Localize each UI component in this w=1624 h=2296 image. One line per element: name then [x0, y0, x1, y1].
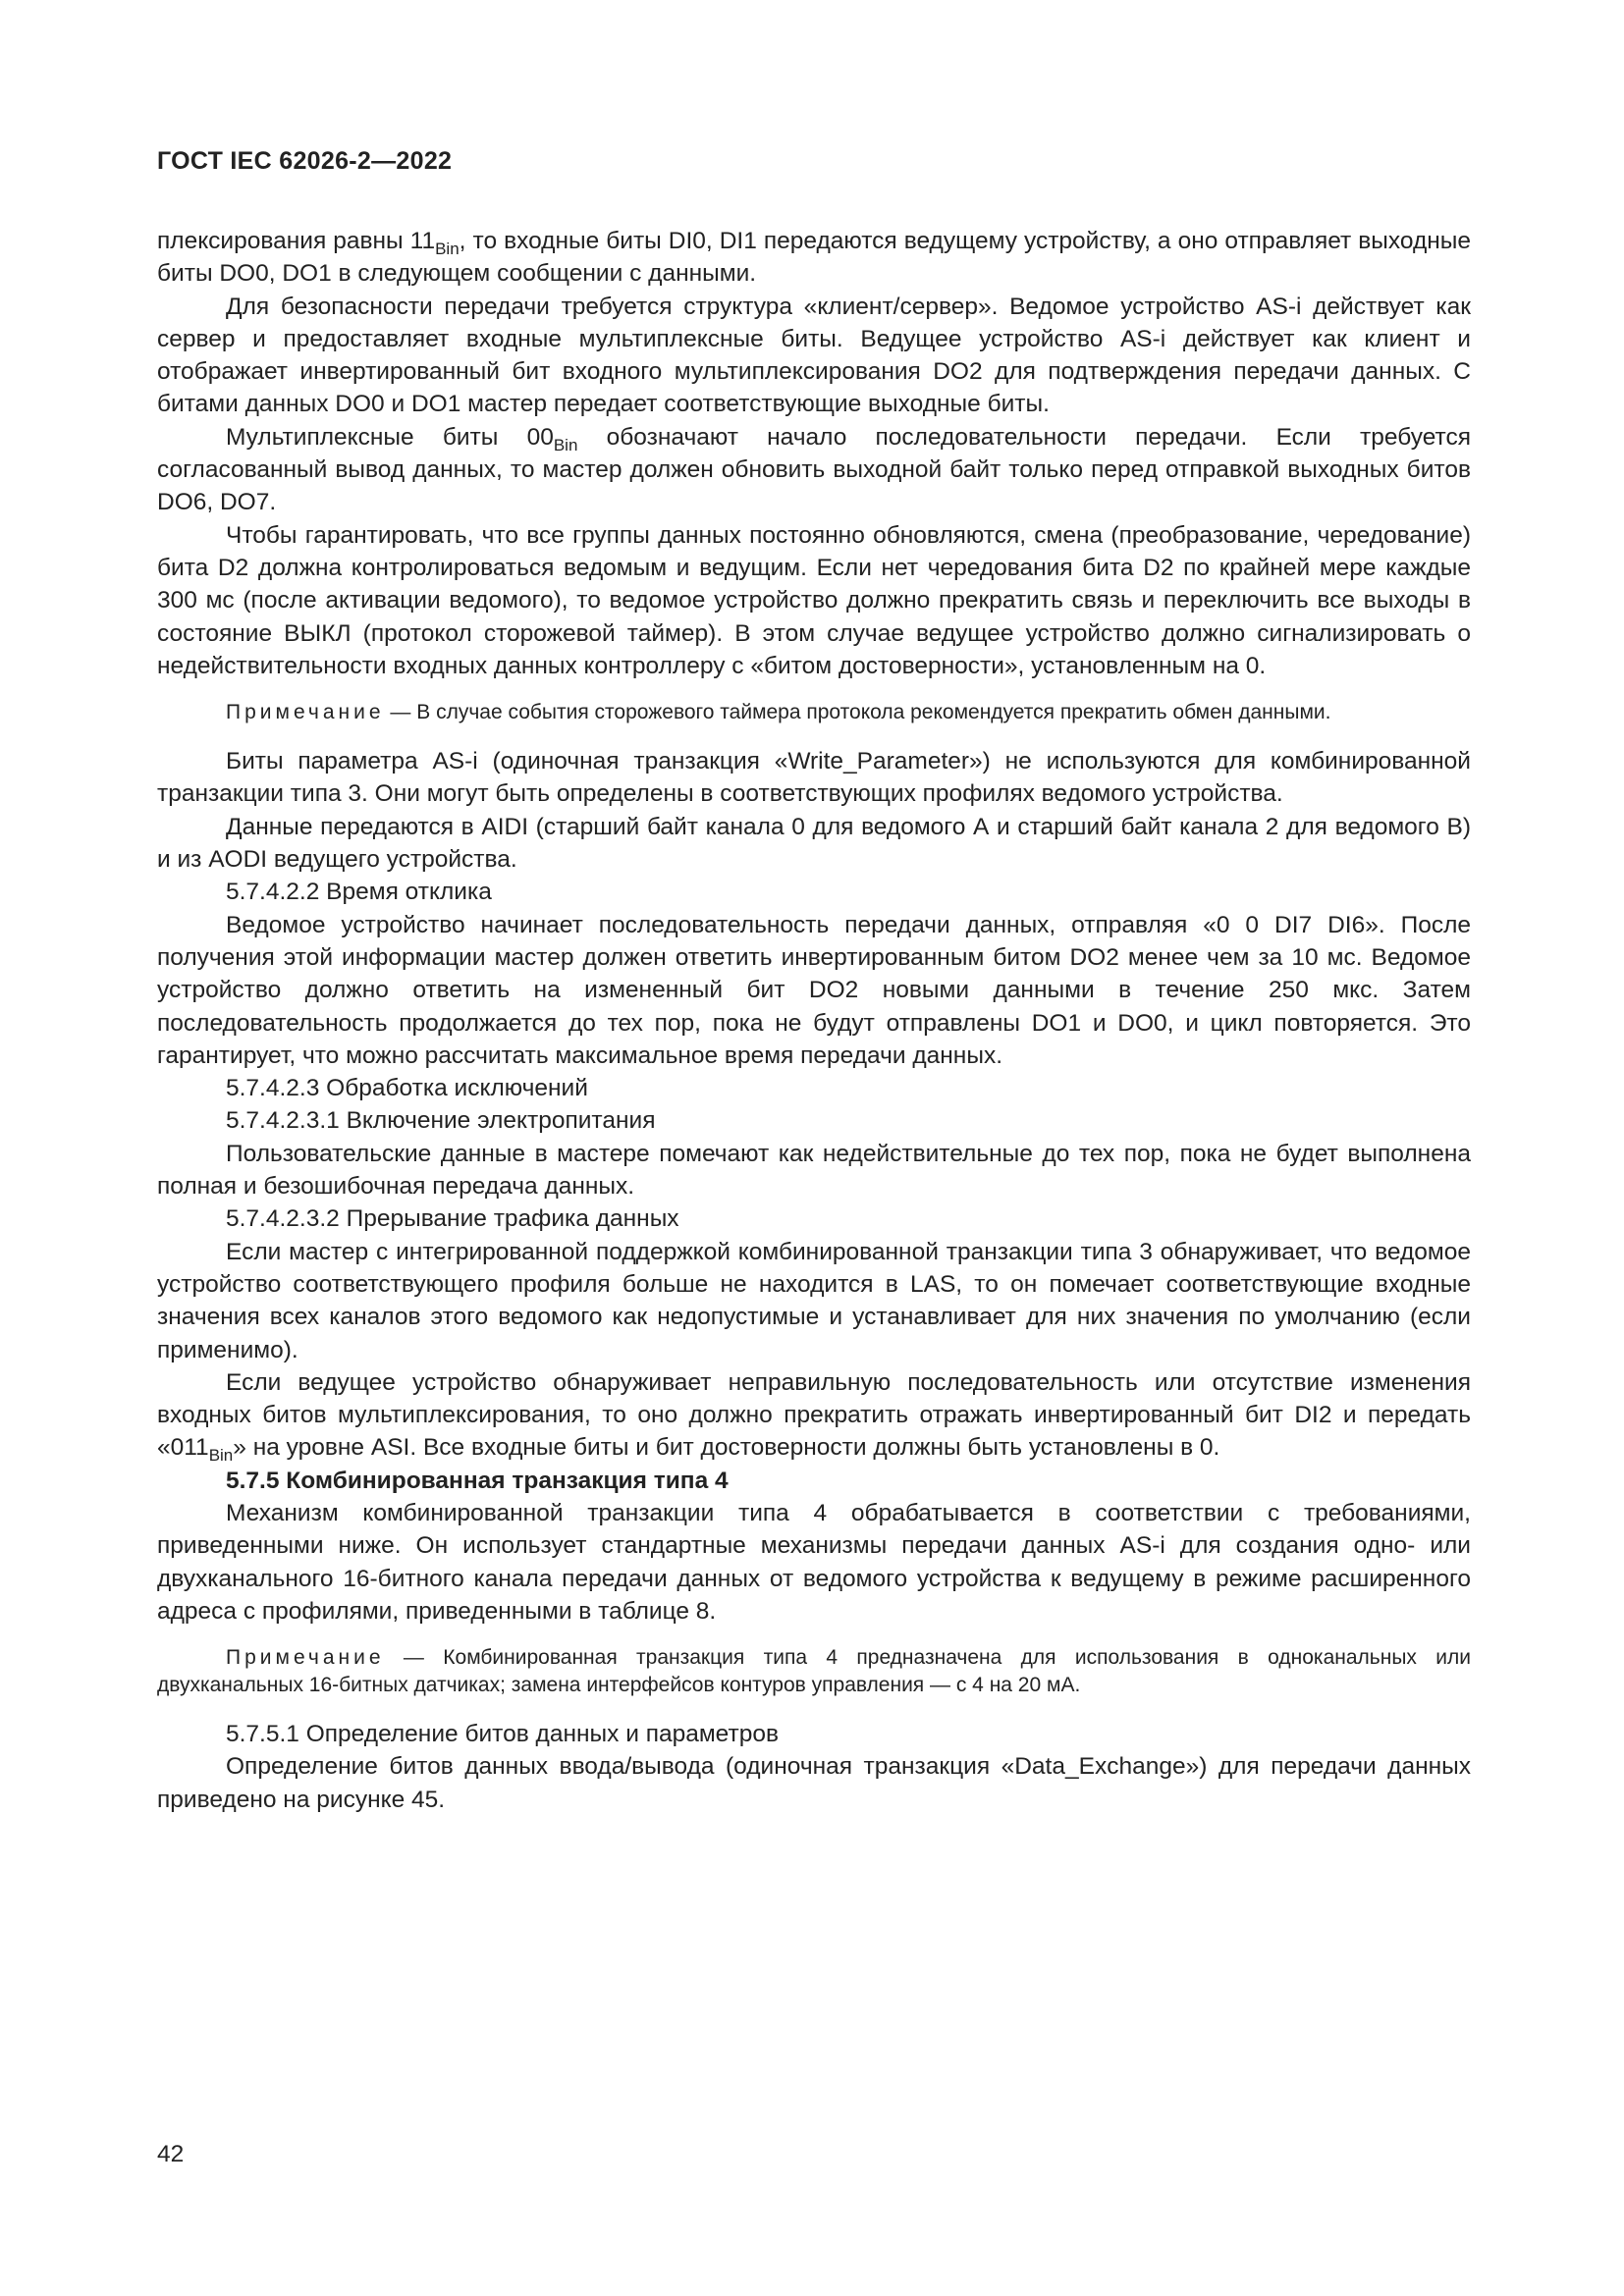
paragraph: Ведомое устройство начинает последовательность передачи данных, отправляя «0 0 DI7 DI6». После получения этой информации мастер должен ответить инвертированным битом DO2 менее чем за 10 мс. Ведомое устройство должно ответить на измененный бит DO2 новыми данными в течение 250 мкс. Затем последовательность продолжается до тех пор, пока не будут отправлены DO1 и DO0, и цикл повторяется. Это гарантирует, что можно рассчитать максимальное время передачи данных.: [157, 911, 1471, 1069]
paragraph: Если мастер с интегрированной поддержкой комбинированной транзакции типа 3 обнаруживает, что ведомое устройство соответствующего профиля больше не находится в LAS, то он помечает соответствующие входные значения всех каналов этого ведомого как недопустимые и устанавливает для них значения по умолчанию (если применимо).: [157, 1238, 1471, 1363]
paragraph: Если ведущее устройство обнаруживает неправильную последовательность или отсутствие изменения входных битов мультиплексирования, то оно должно прекратить отражать инвертированный бит DI2 и передать «$011_{Bin}$» на уровне ASI. Все входные биты и бит достоверности должны быть установлены в 0.: [157, 1368, 1471, 1466]
paragraph: Определение битов данных ввода/вывода (одиночная транзакция «Data_Exchange») для передачи данных приведено на рисунке 45.: [157, 1753, 1471, 1813]
note: Примечание — В случае события сторожевого таймера протокола рекомендуется прекратить обмен данными.: [226, 701, 1331, 724]
paragraph: плексирования равны $11_{Bin}$, то входные биты DI0, DI1 передаются ведущему устройству, а оно отправляет выходные биты DO0, DO1 в следующем сообщении с данными.: [157, 228, 1472, 288]
paragraph: Чтобы гарантировать, что все группы данных постоянно обновляются, смена (преобразование, чередование) бита D2 должна контролироваться ведомым и ведущим. Если нет чередования бита D2 по крайней мере каждые 300 мс (после активации ведомого), то ведомое устройство должно прекратить связь и переключить все выходы в состояние ВЫКЛ (протокол сторожевой таймер). В этом случае ведущее устройство должно сигнализировать о недействительности входных данных контроллеру с «битом достоверности», установленным на 0.: [157, 521, 1471, 679]
note-label: Примечание: [226, 701, 385, 724]
section-heading: 5.7.5 Комбинированная транзакция типа 4: [226, 1467, 729, 1494]
document-header: ГОСТ IEC 62026-2—2022: [157, 147, 453, 175]
subsection-heading: 5.7.5.1 Определение битов данных и параметров: [226, 1721, 779, 1748]
page-number: 42: [157, 2141, 185, 2167]
subsection-heading: 5.7.4.2.2 Время отклика: [226, 879, 492, 906]
paragraph: Для безопасности передачи требуется структура «клиент/сервер». Ведомое устройство AS-i действует как сервер и предоставляет входные мультиплексные биты. Ведущее устройство AS-i действует как клиент и отображает инвертированный бит входного мультиплексирования DO2 для подтверждения передачи данных. С битами данных DO0 и DO1 мастер передает соответствующие выходные биты.: [157, 293, 1471, 418]
note-label: Примечание: [226, 1646, 385, 1670]
paragraph: Механизм комбинированной транзакции типа 4 обрабатывается в соответствии с требованиями, приведенными ниже. Он использует стандартные механизмы передачи данных AS-i для создания одно- или двухканального 16-битного канала передачи данных от ведомого устройства к ведущему в режиме расширенного адреса с профилями, приведенными в таблице 8.: [157, 1499, 1471, 1625]
paragraph: Мультиплексные биты $00_{Bin}$ обозначают начало последовательности передачи. Если требуется согласованный вывод данных, то мастер должен обновить выходной байт только перед отправкой выходных битов DO6, DO7.: [157, 423, 1471, 516]
paragraph: Данные передаются в AIDI (старший байт канала 0 для ведомого А и старший байт канала 2 для ведомого В) и из AODI ведущего устройства.: [157, 813, 1471, 874]
document-body: [157, 225, 1471, 1816]
paragraph: Пользовательские данные в мастере помечают как недействительные до тех пор, пока не будет выполнена полная и безошибочная передача данных.: [157, 1140, 1471, 1201]
note: Примечание — Комбинированная транзакция типа 4 предназначена для использования в одноканальных или двухканальных 16-битных датчиках; замена интерфейсов контуров управления — с 4 на 20 мА.: [157, 1646, 1471, 1697]
subsection-heading: 5.7.4.2.3 Обработка исключений: [226, 1075, 588, 1102]
paragraph: Биты параметра AS-i (одиночная транзакция «Write_Parameter») не используются для комбинированной транзакции типа 3. Они могут быть определены в соответствующих профилях ведомого устройства.: [157, 748, 1471, 808]
subsection-heading: 5.7.4.2.3.2 Прерывание трафика данных: [226, 1205, 679, 1233]
subsection-heading: 5.7.4.2.3.1 Включение электропитания: [226, 1107, 656, 1135]
